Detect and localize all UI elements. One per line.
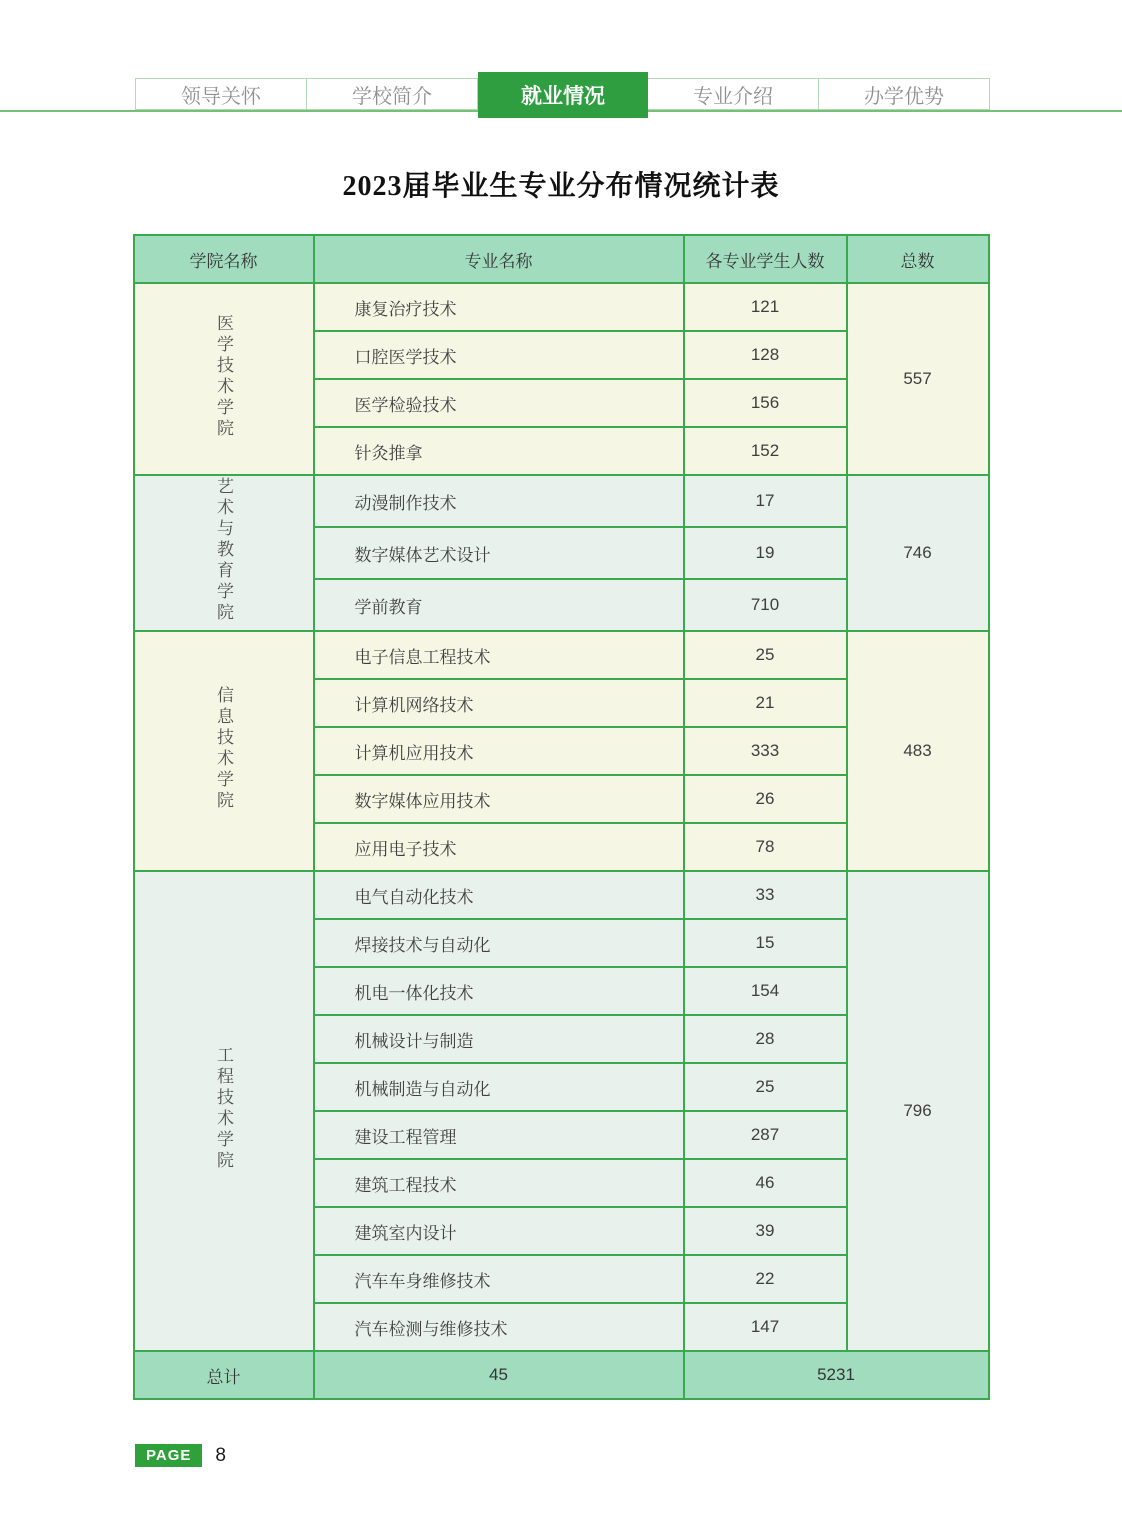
majors-total-cell: 45 [314, 1351, 684, 1399]
students-total-cell: 5231 [684, 1351, 989, 1399]
college-name-vertical: 艺术与教育学院 [214, 477, 233, 624]
page-number: 8 [215, 1444, 226, 1466]
major-cell: 医学检验技术 [314, 379, 684, 427]
count-cell: 25 [684, 1063, 847, 1111]
count-cell: 333 [684, 727, 847, 775]
major-cell: 计算机应用技术 [314, 727, 684, 775]
nav-tab-bar [135, 78, 990, 110]
table-row [134, 1351, 989, 1399]
table-footer-row [134, 1351, 989, 1399]
page-title: 2023届毕业生专业分布情况统计表 [342, 171, 780, 202]
college-name-cell [134, 871, 314, 1351]
major-cell: 机电一体化技术 [314, 967, 684, 1015]
count-cell: 147 [684, 1303, 847, 1351]
major-cell: 动漫制作技术 [314, 475, 684, 527]
count-cell: 19 [684, 527, 847, 579]
college-name-vertical: 医学技术学院 [214, 313, 233, 440]
group-total-cell: 746 [847, 475, 989, 631]
major-cell: 针灸推拿 [314, 427, 684, 475]
major-cell: 口腔医学技术 [314, 331, 684, 379]
header-count: 各专业学生人数 [684, 235, 847, 283]
group-engineering-technology [134, 871, 989, 1351]
header-college: 学院名称 [134, 235, 314, 283]
count-cell: 17 [684, 475, 847, 527]
grand-total-label: 总计 [134, 1351, 314, 1399]
table-row [134, 631, 989, 679]
major-cell: 数字媒体艺术设计 [314, 527, 684, 579]
group-medical-technology [134, 283, 989, 475]
count-cell: 15 [684, 919, 847, 967]
count-cell: 287 [684, 1111, 847, 1159]
major-cell: 焊接技术与自动化 [314, 919, 684, 967]
count-cell: 33 [684, 871, 847, 919]
tab-school-advantages[interactable]: 办学优势 [819, 79, 989, 109]
group-total-cell: 796 [847, 871, 989, 1351]
college-name-cell [134, 283, 314, 475]
tab-major-intro[interactable]: 专业介绍 [648, 79, 819, 109]
major-cell: 机械制造与自动化 [314, 1063, 684, 1111]
major-cell: 学前教育 [314, 579, 684, 631]
header-total: 总数 [847, 235, 989, 283]
major-cell: 计算机网络技术 [314, 679, 684, 727]
major-cell: 建筑工程技术 [314, 1159, 684, 1207]
count-cell: 710 [684, 579, 847, 631]
college-name-cell [134, 475, 314, 631]
graduates-distribution-table [133, 234, 990, 1400]
header-major: 专业名称 [314, 235, 684, 283]
count-cell: 46 [684, 1159, 847, 1207]
count-cell: 128 [684, 331, 847, 379]
group-total-cell: 557 [847, 283, 989, 475]
major-cell: 电子信息工程技术 [314, 631, 684, 679]
count-cell: 25 [684, 631, 847, 679]
page-footer [135, 1444, 1122, 1467]
table-row [134, 283, 989, 331]
tab-employment-status[interactable]: 就业情况 [478, 72, 648, 118]
count-cell: 78 [684, 823, 847, 871]
count-cell: 26 [684, 775, 847, 823]
count-cell: 22 [684, 1255, 847, 1303]
college-name-vertical: 工程技术学院 [214, 1045, 233, 1172]
college-name-cell [134, 631, 314, 871]
count-cell: 156 [684, 379, 847, 427]
major-cell: 汽车车身维修技术 [314, 1255, 684, 1303]
tab-school-intro[interactable]: 学校简介 [307, 79, 478, 109]
top-navigation [0, 0, 1122, 112]
count-cell: 121 [684, 283, 847, 331]
group-information-technology [134, 631, 989, 871]
count-cell: 154 [684, 967, 847, 1015]
major-cell: 汽车检测与维修技术 [314, 1303, 684, 1351]
group-art-education [134, 475, 989, 631]
major-cell: 建筑室内设计 [314, 1207, 684, 1255]
count-cell: 21 [684, 679, 847, 727]
table-row [134, 475, 989, 527]
tab-leadership-care[interactable]: 领导关怀 [136, 79, 307, 109]
table-header-row [134, 235, 989, 283]
page-badge: PAGE [135, 1444, 202, 1467]
table-row [134, 235, 989, 283]
count-cell: 39 [684, 1207, 847, 1255]
group-total-cell: 483 [847, 631, 989, 871]
major-cell: 康复治疗技术 [314, 283, 684, 331]
college-name-vertical: 信息技术学院 [214, 685, 233, 812]
major-cell: 电气自动化技术 [314, 871, 684, 919]
major-cell: 机械设计与制造 [314, 1015, 684, 1063]
count-cell: 28 [684, 1015, 847, 1063]
count-cell: 152 [684, 427, 847, 475]
major-cell: 数字媒体应用技术 [314, 775, 684, 823]
major-cell: 应用电子技术 [314, 823, 684, 871]
table-row [134, 871, 989, 919]
major-cell: 建设工程管理 [314, 1111, 684, 1159]
